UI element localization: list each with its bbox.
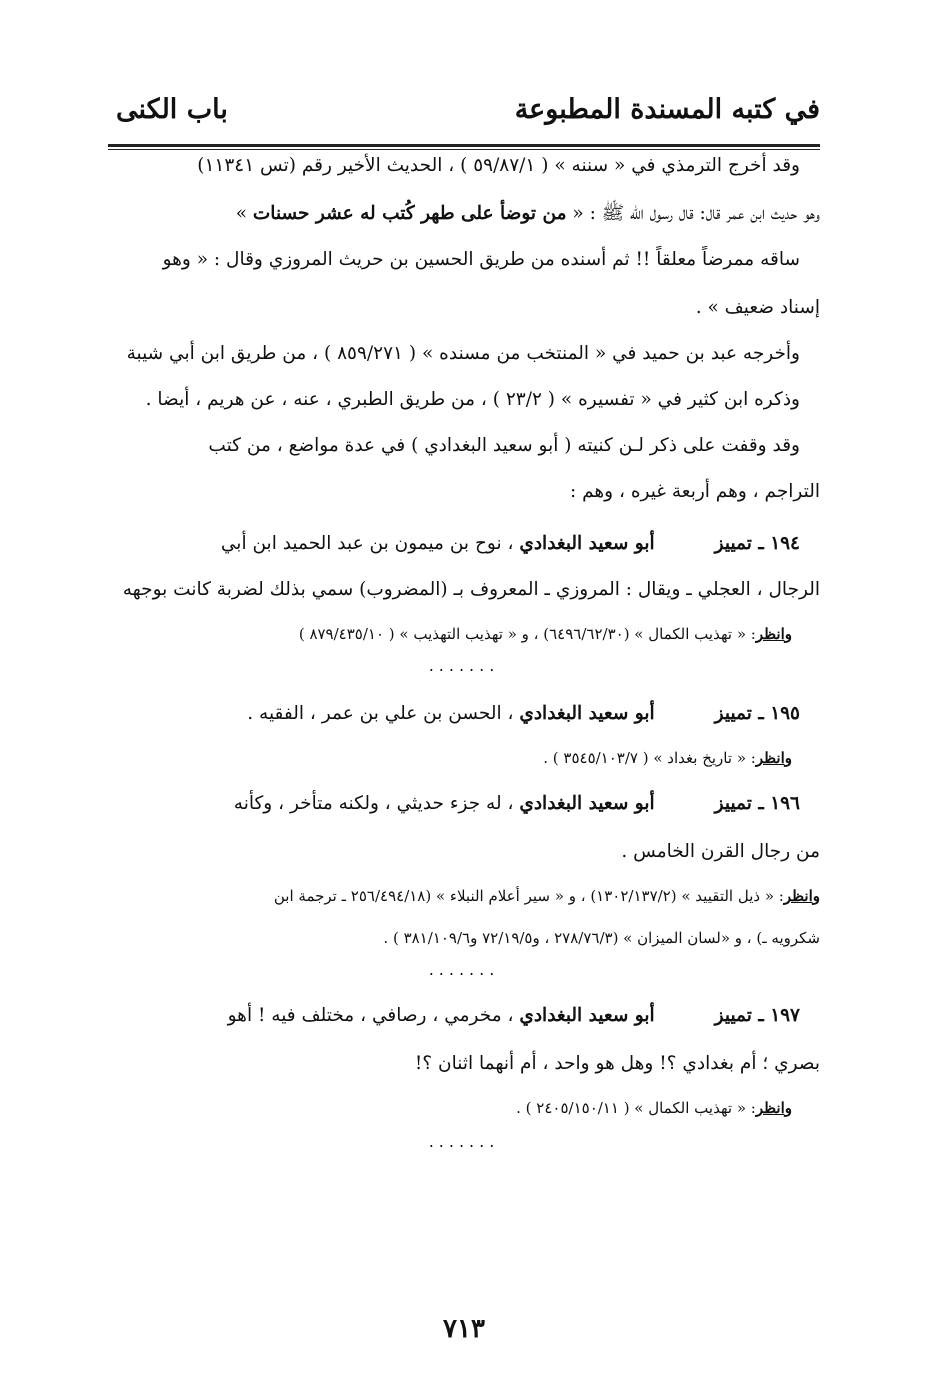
see-label: وانظر bbox=[783, 887, 820, 905]
reference-line: شكرويه ـ) ، و «لسان الميزان » (٢٧٨/٧٦/٣ ، و٧٢/١٩/٥ و٣٨١/١٠٩/٦ ) . bbox=[383, 929, 820, 947]
separator-dots: ....... bbox=[428, 960, 500, 979]
body-line: وذكره ابن كثير في « تفسيره » ( ٢٣/٢ ) ، من طريق الطبري ، عنه ، عن هريم ، أيضا . bbox=[145, 389, 800, 410]
book-page bbox=[108, 88, 820, 1358]
header-rule bbox=[108, 144, 820, 147]
body-line: إسناد ضعيف » . bbox=[695, 297, 820, 318]
header-chapter-title: باب الكنى bbox=[116, 94, 228, 125]
body-line: وأخرجه عبد بن حميد في « المنتخب من مسنده » ( ٨٥٩/٢٧١ ) ، من طريق ابن أبي شيبة bbox=[126, 343, 800, 364]
reference-line: وانظر: « تهذيب الكمال » ( ٢٤٠٥/١٥٠/١١ ) . bbox=[516, 1099, 792, 1117]
body-line: ساقه ممرضاً معلقاً !! ثم أسنده من طريق الحسين بن حريث المروزي وقال : « وهو bbox=[162, 249, 800, 270]
page-number: ٧١٣ bbox=[443, 1314, 485, 1344]
entry-number: ١٩٦ ـ تمييز bbox=[714, 793, 800, 814]
running-header bbox=[108, 88, 820, 140]
entry-kunya: أبو سعيد البغدادي bbox=[519, 533, 655, 554]
header-rule-thin bbox=[108, 149, 820, 150]
entry-number: ١٩٤ ـ تمييز bbox=[714, 533, 800, 554]
see-label: وانظر bbox=[755, 625, 792, 643]
body-line: وقد أخرج الترمذي في « سننه » ( ٥٩/٨٧/١ ) ، الحديث الأخير رقم (تس ١١٣٤١) bbox=[197, 155, 800, 176]
see-label: وانظر bbox=[755, 1099, 792, 1117]
separator-dots: ....... bbox=[428, 1132, 500, 1151]
entry-kunya: أبو سعيد البغدادي bbox=[519, 703, 655, 724]
header-book-title: في كتبه المسندة المطبوعة bbox=[514, 94, 820, 125]
body-line: بصري ؛ أم بغدادي ؟! وهل هو واحد ، أم أنهما اثنان ؟! bbox=[414, 1053, 820, 1074]
entry-194-heading: ١٩٤ ـ تمييزأبو سعيد البغدادي ، نوح بن ميمون بن عبد الحميد ابن أبي bbox=[220, 533, 800, 554]
hadith-quote: من توضأ على طهر كُتب له عشر حسنات bbox=[252, 203, 567, 224]
entry-195-heading: ١٩٥ ـ تمييزأبو سعيد البغدادي ، الحسن بن علي بن عمر ، الفقيه . bbox=[247, 703, 800, 724]
body-line: الرجال ، العجلي ـ ويقال : المروزي ـ المعروف بـ (المضروب) سمي بذلك لضربة كانت بوجهه bbox=[122, 579, 820, 600]
reference-line: وانظر: « ذيل التقييد » (١٣٠٢/١٣٧/٢) ، و « سير أعلام النبلاء » (٢٥٦/٤٩٤/١٨ ـ ترجمة ابن bbox=[273, 887, 820, 905]
entry-kunya: أبو سعيد البغدادي bbox=[519, 1005, 655, 1026]
reference-line: وانظر: « تاريخ بغداد » ( ٣٥٤٥/١٠٣/٧ ) . bbox=[543, 749, 792, 767]
see-label: وانظر bbox=[755, 749, 792, 767]
entry-kunya: أبو سعيد البغدادي bbox=[519, 793, 655, 814]
reference-line: وانظر: « تهذيب الكمال » (٦٤٩٦/٦٢/٣٠) ، و « تهذيب التهذيب » ( ٨٧٩/٤٣٥/١٠ ) bbox=[298, 625, 792, 643]
entry-number: ١٩٥ ـ تمييز bbox=[714, 703, 800, 724]
body-line: وقد وقفت على ذكر لـن كنيته ( أبو سعيد البغدادي ) في عدة مواضع ، من كتب bbox=[208, 435, 800, 456]
separator-dots: ....... bbox=[428, 656, 500, 675]
entry-number: ١٩٧ ـ تمييز bbox=[714, 1005, 800, 1026]
entry-197-heading: ١٩٧ ـ تمييزأبو سعيد البغدادي ، مخرمي ، رصافي ، مختلف فيه ! أهو bbox=[227, 1005, 800, 1026]
body-line: من رجال القرن الخامس . bbox=[621, 841, 820, 862]
entry-196-heading: ١٩٦ ـ تمييزأبو سعيد البغدادي ، له جزء حديثي ، ولكنه متأخر ، وكأنه bbox=[233, 793, 800, 814]
body-line: التراجم ، وهم أربعة غيره ، وهم : bbox=[569, 481, 820, 502]
body-line: وهو حديث ابن عمر قال: قال رسول الله ﷺ : « من توضأ على طهر كُتب له عشر حسنات » bbox=[235, 203, 820, 224]
